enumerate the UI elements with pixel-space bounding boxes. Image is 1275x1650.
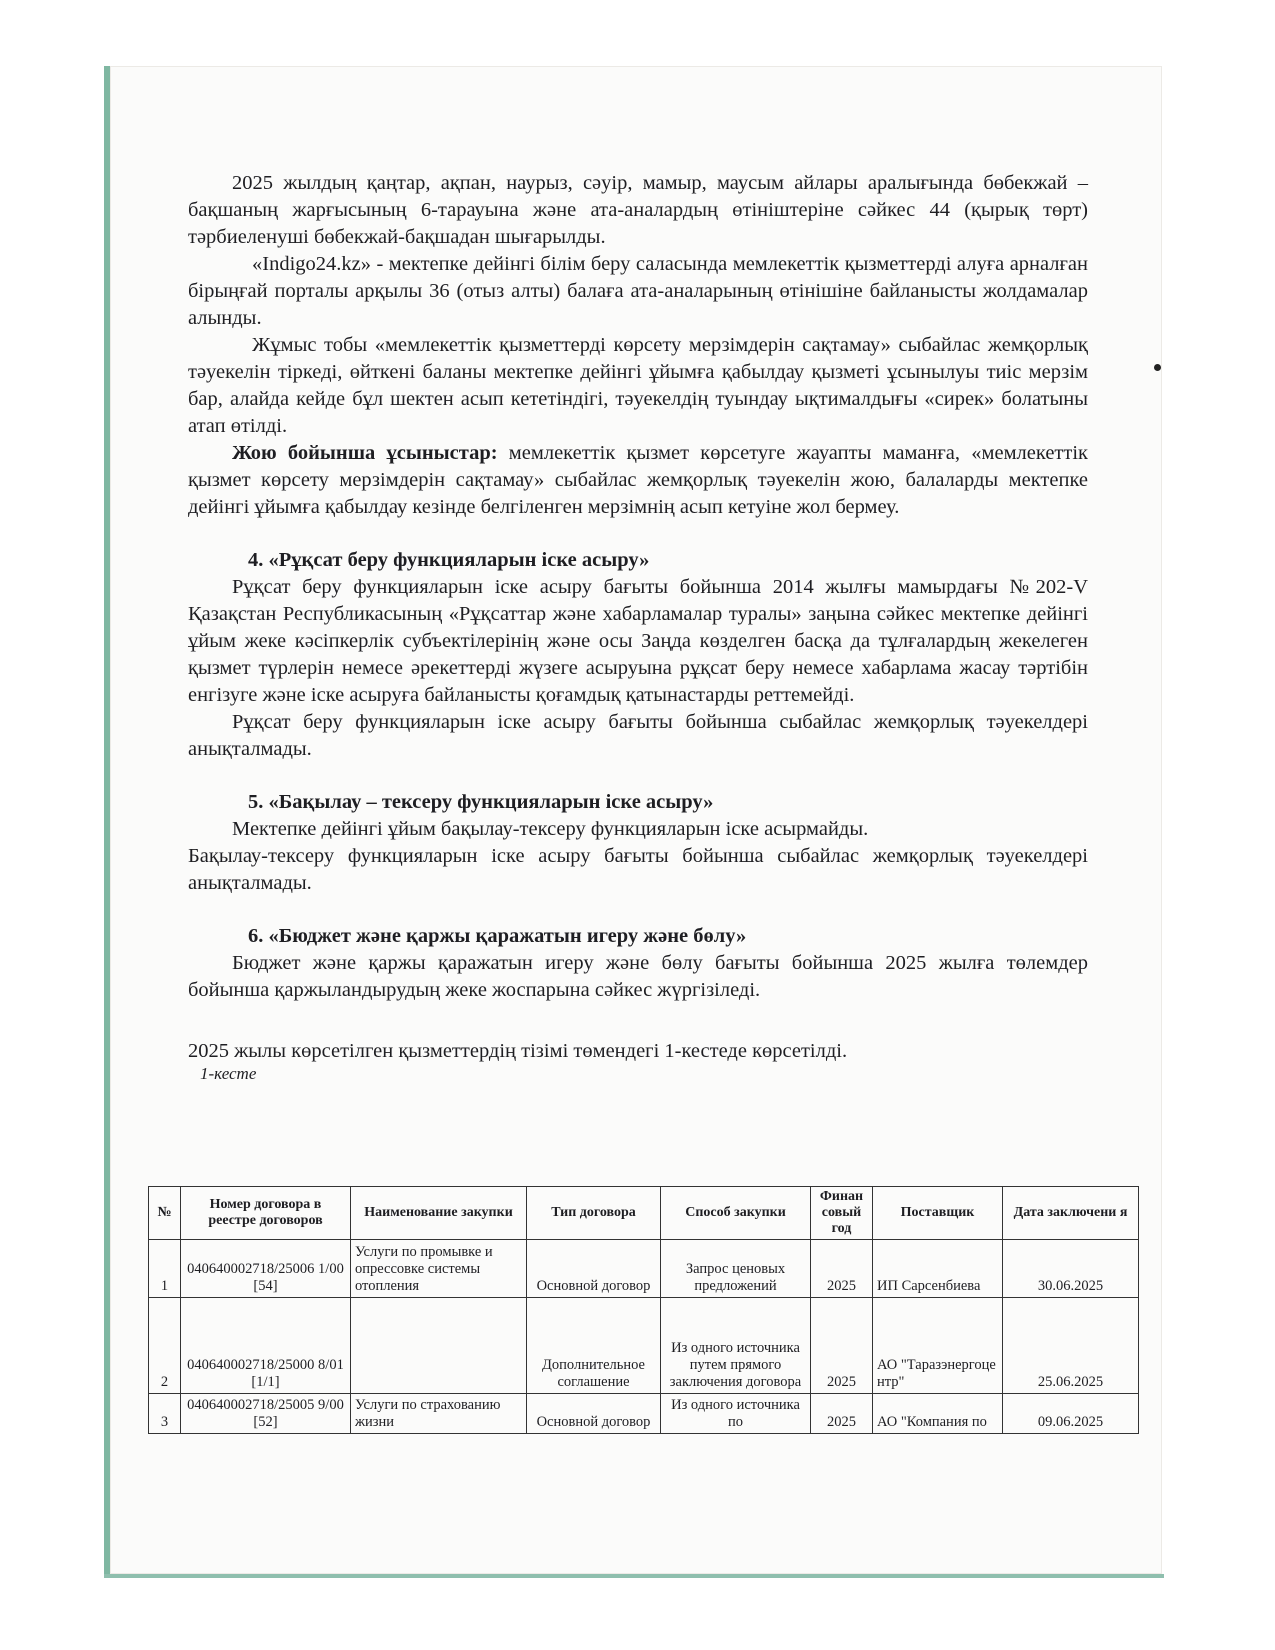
financial-year: 2025 xyxy=(811,1394,873,1434)
contract-number: 040640002718/25000 8/01 [1/1] xyxy=(181,1298,351,1394)
recommendations-text: мемлекеттік қызмет көрсетуге жауапты маманға, «мемлекеттік қызмет көрсету мерзімдерін сақтамау» сыбайлас жемқорлық тәуекелін жою, балаларды мектепке дейінгі ұйымға қабылдау кезінде белгіленген мерзімнің асып кетуіне жол бермеу. xyxy=(188,442,1088,518)
contract-type: Основной договор xyxy=(527,1240,661,1298)
paragraph-control-risks: Бақылау-тексеру функцияларын іске асыру бағыты бойынша сыбайлас жемқорлық тәуекелдері анықталмады. xyxy=(188,845,1088,894)
paragraph-budget: Бюджет және қаржы қаражатын игеру және бөлу бағыты бойынша 2025 жылға төлемдер бойынша қаржыландырудың жеке жоспарына сәйкес жүргізіледі. xyxy=(188,952,1088,1001)
table-label: 1-кесте xyxy=(200,1064,257,1083)
table-row xyxy=(149,1240,1139,1298)
header-cell: Дата заключени я xyxy=(1003,1187,1139,1240)
paragraph-dismissals: 2025 жылдың қаңтар, ақпан, наурыз, сәуір, мамыр, маусым айлары аралығында бөбекжай – бақшаның жарғысының 6-тарауына және ата-аналардың өтініштеріне сәйкес 44 (қырық төрт) тәрбиеленуші бөбекжай-бақшадан шығарылды. xyxy=(188,172,1088,248)
paragraph-permits-risks: Рұқсат беру функцияларын іске асыру бағыты бойынша сыбайлас жемқорлық тәуекелдері анықталмады. xyxy=(188,711,1088,760)
contract-number: 040640002718/25006 1/00 [54] xyxy=(181,1240,351,1298)
purchase-name: Услуги по промывке и опрессовке системы отопления xyxy=(351,1240,527,1298)
contract-date: 09.06.2025 xyxy=(1003,1394,1139,1434)
header-cell: Способ закупки xyxy=(661,1187,811,1240)
document-body xyxy=(188,170,1088,1083)
table-row xyxy=(149,1298,1139,1394)
supplier: АО "Таразэнергоце нтр" xyxy=(873,1298,1003,1394)
contract-date: 25.06.2025 xyxy=(1003,1298,1139,1394)
table-row xyxy=(149,1394,1139,1434)
purchase-name: Услуги по страхованию жизни xyxy=(351,1394,527,1434)
header-cell: Поставщик xyxy=(873,1187,1003,1240)
row-number: 1 xyxy=(149,1240,181,1298)
header-cell: Номер договора в реестре договоров xyxy=(181,1187,351,1240)
financial-year: 2025 xyxy=(811,1298,873,1394)
header-cell: № xyxy=(149,1187,181,1240)
header-cell: Тип договора xyxy=(527,1187,661,1240)
section-heading-6: 6. «Бюджет және қаржы қаражатын игеру және бөлу» xyxy=(248,925,747,947)
contract-type: Основной договор xyxy=(527,1394,661,1434)
section-heading-4: 4. «Рұқсат беру функцияларын іске асыру» xyxy=(248,549,650,571)
paragraph-indigo-portal: «Indigo24.kz» - мектепке дейінгі білім беру саласында мемлекеттік қызметтерді алуға арналған бірыңғай порталы арқылы 36 (отыз алты) балаға ата-аналарының өтінішіне байланысты жолдамалар алынды. xyxy=(188,253,1088,329)
purchase-name xyxy=(351,1298,527,1394)
contract-date: 30.06.2025 xyxy=(1003,1240,1139,1298)
contract-type: Дополнительное соглашение xyxy=(527,1298,661,1394)
table-header-row xyxy=(149,1187,1139,1240)
supplier: ИП Сарсенбиева xyxy=(873,1240,1003,1298)
purchase-method: Из одного источника по xyxy=(661,1394,811,1434)
recommendations-label: Жою бойынша ұсыныстар: xyxy=(232,442,498,464)
row-number: 3 xyxy=(149,1394,181,1434)
paragraph-working-group: Жұмыс тобы «мемлекеттік қызметтерді көрсету мерзімдерін сақтамау» сыбайлас жемқорлық тәуекелін тіркеді, өйткені баланы мектепке дейінгі ұйымға қабылдау қызметі ұсынылуы тиіс мерзім бар, алайда кейде бұл шектен асып кететіндігі, тәуекелдің туындау ықтималдығы «сирек» болатыны атап өтілді. xyxy=(188,334,1088,437)
supplier: АО "Компания по xyxy=(873,1394,1003,1434)
contract-number: 040640002718/25005 9/00 [52] xyxy=(181,1394,351,1434)
financial-year: 2025 xyxy=(811,1240,873,1298)
header-cell: Финан совый год xyxy=(811,1187,873,1240)
purchase-method: Запрос ценовых предложений xyxy=(661,1240,811,1298)
paragraph-permits: Рұқсат беру функцияларын іске асыру бағыты бойынша 2014 жылғы мамырдағы №202-V Қазақстан Республикасының «Рұқсаттар және хабарламалар туралы» заңына сәйкес мектепке дейінгі ұйым жеке кәсіпкерлік субъектілерінің және осы Заңда көзделген басқа да тұлғалардың жекелеген қызмет түрлерін немесе әрекеттерді жүзеге асыруына рұқсат беру немесе хабарлама жасау тәртібін енгізуге және іске асыруға байланысты қоғамдық қатынастарды реттемейді. xyxy=(188,576,1088,706)
paragraph-control-functions: Мектепке дейінгі ұйым бақылау-тексеру функцияларын іске асырмайды. xyxy=(232,818,869,840)
header-cell: Наименование закупки xyxy=(351,1187,527,1240)
row-number: 2 xyxy=(149,1298,181,1394)
section-heading-5: 5. «Бақылау – тексеру функцияларын іске асыру» xyxy=(248,791,714,813)
table-intro: 2025 жылы көрсетілген қызметтердің тізімі төмендегі 1-кестеде көрсетілді. xyxy=(188,1040,848,1062)
margin-dot xyxy=(1154,364,1161,371)
contracts-table xyxy=(148,1186,1139,1434)
paragraph-recommendations xyxy=(188,440,1088,521)
scan-edge-bottom xyxy=(104,1574,1164,1578)
purchase-method: Из одного источника путем прямого заключения договора xyxy=(661,1298,811,1394)
